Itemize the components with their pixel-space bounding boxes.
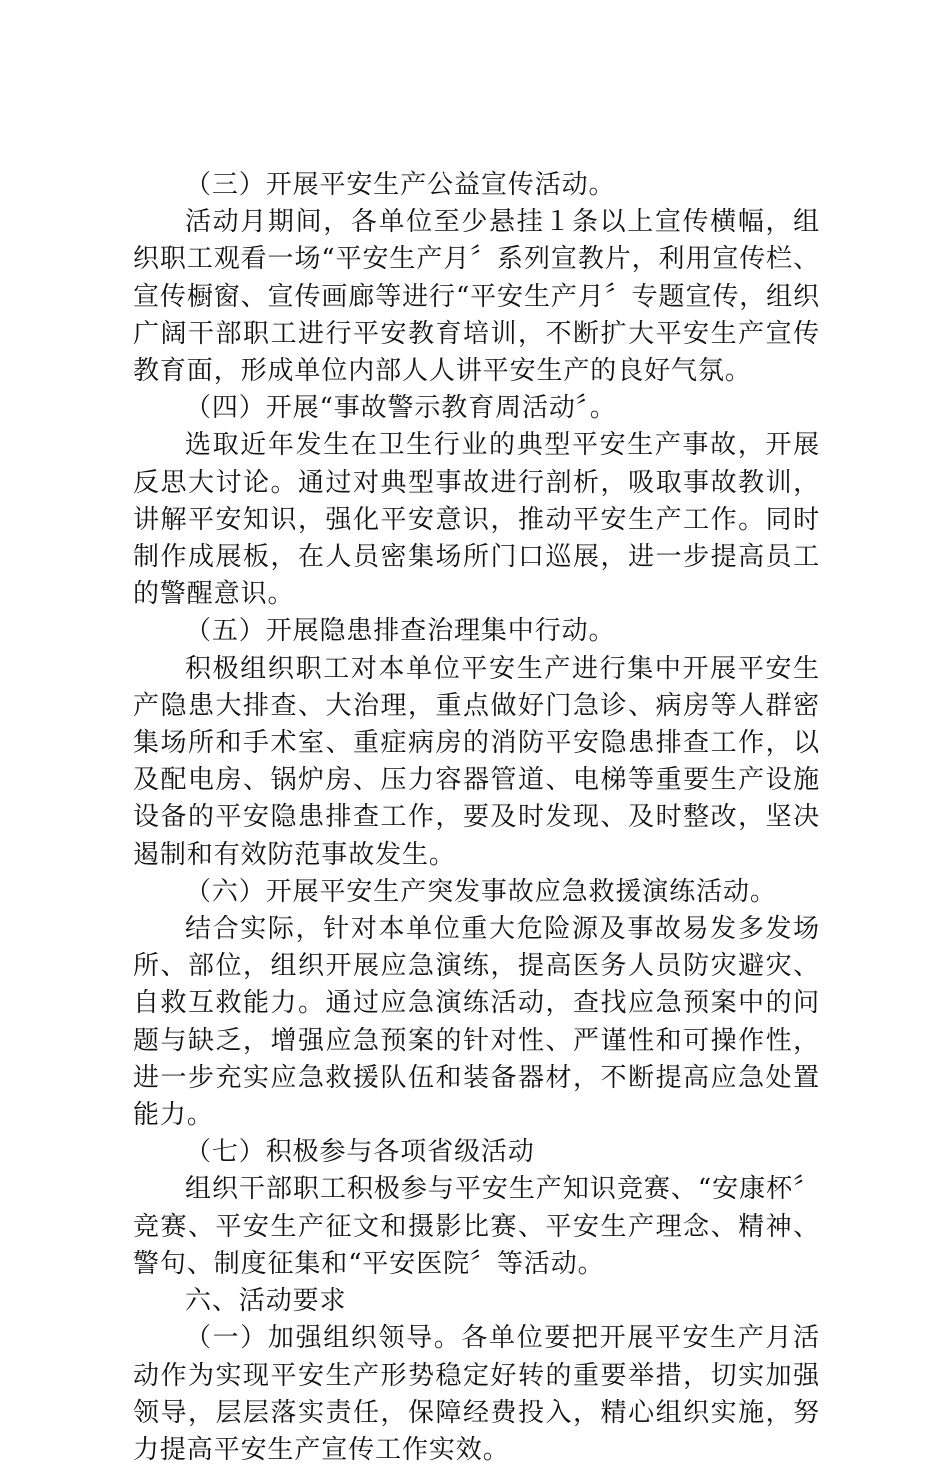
paragraph-section-6-body: 结合实际，针对本单位重大危险源及事故易发多发场所、部位，组织开展应急演练，提高医务人员防灾避灾、自救互救能力。通过应急演练活动，查找应急预案中的问题与缺乏，增强应急预案的针对性、严谨性和可操作性，进一步充实应急救援队伍和装备器材，不断提高应急处置能力。 <box>133 914 820 1131</box>
paragraph-section-5-body: 积极组织职工对本单位平安生产进行集中开展平安生产隐患大排查、大治理，重点做好门急诊、病房等人群密集场所和手术室、重症病房的消防平安隐患排查工作，以及配电房、锅炉房、压力容器管道、电梯等重要生产设施设备的平安隐患排查工作，要及时发现、及时整改，坚决遏制和有效防范事故发生。 <box>133 653 820 870</box>
paragraph-requirement-1: （一）加强组织领导。各单位要把开展平安生产月活动作为实现平安生产形势稳定好转的重要举措，切实加强领导，层层落实责任，保障经费投入，精心组织实施，努力提高平安生产宣传工作实效。 <box>133 1323 820 1465</box>
document-body <box>133 167 820 1469</box>
paragraph-section-3-body: 活动月期间，各单位至少悬挂１条以上宣传横幅，组织职工观看一场“平安生产月〞系列宣教片，利用宣传栏、宣传橱窗、宣传画廊等进行“平安生产月〞专题宣传，组织广阔干部职工进行平安教育培训，不断扩大平安生产宣传教育面，形成单位内部人人讲平安生产的良好气氛。 <box>133 207 820 387</box>
heading-section-6: （六）开展平安生产突发事故应急救援演练活动。 <box>185 876 777 907</box>
heading-activity-requirements: 六、活动要求 <box>185 1286 347 1317</box>
heading-section-3: （三）开展平安生产公益宣传活动。 <box>185 170 616 200</box>
heading-section-5: （五）开展隐患排查治理集中行动。 <box>185 616 616 647</box>
heading-section-4: （四）开展“事故警示教育周活动〞。 <box>185 393 617 424</box>
heading-section-7: （七）积极参与各项省级活动 <box>185 1137 535 1168</box>
paragraph-section-7-body: 组织干部职工积极参与平安生产知识竞赛、“安康杯〞竞赛、平安生产征文和摄影比赛、平安生产理念、精神、警句、制度征集和“平安医院〞等活动。 <box>133 1174 820 1279</box>
paragraph-section-4-body: 选取近年发生在卫生行业的典型平安生产事故，开展反思大讨论。通过对典型事故进行剖析，吸取事故教训，讲解平安知识，强化平安意识，推动平安生产工作。同时制作成展板，在人员密集场所门口巡展，进一步提高员工的警醒意识。 <box>133 430 820 610</box>
